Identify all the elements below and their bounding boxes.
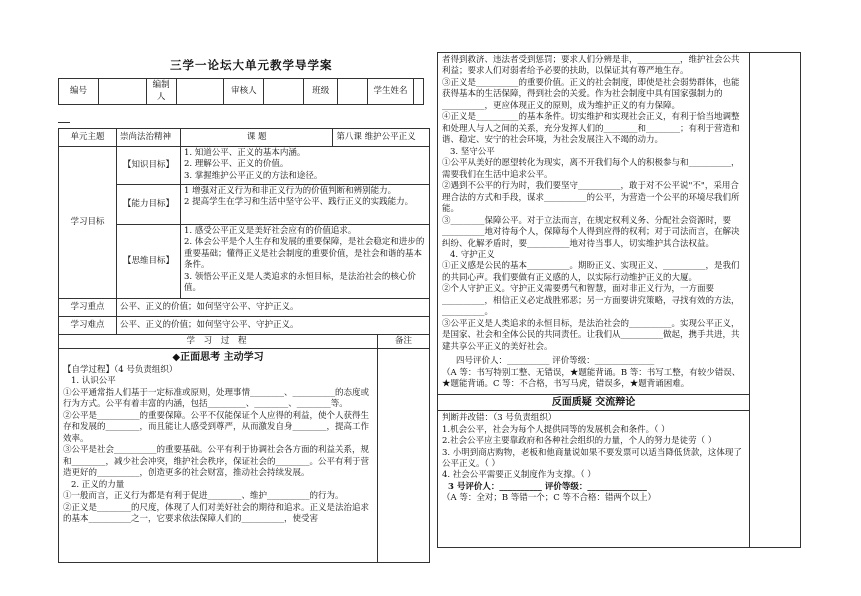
paragraph: ①正义感是公民的基本__________。期盼正义、实现正义、__________，是我们的共同心声。我们要做有正义感的人，以实际行动维护正义的大厦。 [442,261,740,283]
question-item[interactable]: 1.机会公平，社会为每个人提供同等的发展机会和条件。（ ） [442,424,670,435]
notes-label: 备注 [378,335,430,349]
right-notes-column[interactable] [749,52,801,548]
topic-heading: 2. 正义的力量 [71,479,125,490]
unit-value: 崇尚法治精神 [117,129,181,147]
paragraph: ②正义是________的尺度，体现了人们对美好社会的期待和追求。正义是法治追求的基本__________之一，它要求依法保障人们的__________，使受害 [63,502,370,525]
key-points-label: 学习重点 [59,299,117,317]
section-heading: ◆正面思考 主动学习 [172,352,264,364]
right-content-panel [437,52,749,548]
list-item: 1 增强对正义行为和非正义行为的价值判断和辨别能力。 [184,186,397,196]
number-field[interactable] [98,79,146,105]
self-study-section [59,349,378,563]
author-label: 编制人 [146,79,176,105]
author-field[interactable] [176,79,224,105]
lesson-table [58,128,430,563]
paragraph: ③公平是社会__________的重要基础。公平有利于协调社会各方面的利益关系，规和________，减少社会冲突，维护社会秩序，保证社会的________。公平有利于营造更好的__________，创造更多的社会财富，推动社会持续发展。 [63,445,370,479]
section-divider [438,394,749,412]
list-item: 2. 理解公平、正义的价值。 [184,159,289,170]
paragraph: ③正义是__________的重要价值。正义的社会制度，即使是社会弱势群体，也能获得基本的生活保障，得到社会的关爱。作为社会制度中具有国家强制力的__________，更应体现正义的原则，成为维护正义的有力保障。 [442,77,740,111]
list-item: 1. 感受公平正义是美好社会应有的价值追求。 [184,226,357,236]
question-item[interactable]: 4. 社会公平需要正义制度作为支撑。（ ） [442,470,596,481]
class-field[interactable] [338,79,368,105]
unit-label: 单元主题 [59,129,117,147]
topic-heading: 1. 认识公平 [71,376,116,387]
difficult-points-label: 学习难点 [59,317,117,335]
lesson-label: 课 题 [181,129,333,147]
evaluator-line: 四号评价人：__________ 评价等级：______________ [456,356,655,367]
student-label: 学生姓名 [368,79,414,105]
list-item: 1. 知道公平、正义的基本内涵。 [184,148,306,158]
paragraph: ③公平正义是人类追求的永恒目标，是法治社会的__________。实现公平正义，是国家、社会和全体公民的共同责任。让我们从__________做起，携手共进，共建共享公平正义的美好社会。 [442,318,740,352]
divider [58,122,70,123]
class-label: 班级 [304,79,338,105]
key-points-value: 公平、正义的价值；如何坚守公平、守护正义。 [117,299,430,317]
lesson-value: 第八课 维护公平正义 [333,129,430,147]
section-heading: 反面质疑 交流辩论 [551,396,636,408]
ability-goal-list [181,185,430,225]
paragraph: ①公平从美好的愿望转化为现实，离不开我们每个人的积极参与和__________，需要我们在生活中追求公平。 [442,158,740,180]
list-item: 2. 体会公平是个人生存和发展的重要保障，是社会稳定和进步的重要基础；懂得正义是社会制度的重要价值，是社会和谐的基本条件。 [184,237,425,271]
paragraph: ①一般而言，正义行为都是有利于促进________、维护__________的行为。 [63,491,344,502]
difficult-points-value: 公平、正义的价值；如何坚守公平、守护正义。 [117,317,430,335]
question-item[interactable]: 3. 小明到商店购物，老板和他商量说如果不要发票可以适当降低货款，这体现了公平正义。（ ） [442,447,742,469]
page-title: 三学一论坛大单元教学导学案 [170,58,333,72]
evaluator-line: 3 号评价人：__________ 评价等级：______________ [448,481,647,492]
list-item: 2 提高学生在学习和生活中坚守公平、践行正义的实践能力。 [184,197,414,208]
list-item: 3. 领悟公平正义是人类追求的永恒目标，是法治社会的核心价值。 [184,271,416,294]
topic-heading: 3. 坚守公平 [450,146,495,157]
list-item: 3. 掌握维护公平正义的方法和途径。 [184,170,323,181]
topic-heading: 4. 守护正义 [450,249,495,260]
paragraph: ②遇到不公平的行为时，我们要坚守__________，敢于对不公平说"不"，采用合理合法的方式和手段，谋求__________的公平，为营造一个公平的环境尽我们所能。 [442,181,740,215]
section-subtitle: 【自学过程】（4 号负责组织） [63,364,178,375]
thinking-goal-list [181,225,430,299]
knowledge-goal-label: 【知识目标】 [117,147,181,185]
question-item[interactable]: 2.社会公平应主要靠政府和各种社会组织的力量，个人的努力是徒劳（ ） [442,436,717,447]
reviewer-field[interactable] [264,79,304,105]
ability-goal-label: 【能力目标】 [117,185,181,225]
knowledge-goal-list [181,147,430,185]
paragraph: ③________保障公平。对于立法而言，在规定权利义务、分配社会资源时，要__________地对待每个人，保障每个人得到应得的权利；对于司法而言，在解决纠纷、化解矛盾时，要__________地对待当事人，切实维护其合法权益。 [442,215,740,249]
reviewer-label: 审核人 [224,79,264,105]
paragraph: ②个人守护正义。守护正义需要勇气和智慧，面对非正义行为，一方面要__________，相信正义必定战胜邪恶；另一方面要讲究策略，寻找有效的方法，__________。 [442,284,740,318]
paragraph: 判断并改错：（3 号负责组织） [442,413,557,424]
grading-note: （A 等：全对；B 等错一个；C 等不合格：错两个以上） [442,493,656,504]
paragraph: ④正义是__________的基本条件。切实维护和实现社会正义，有利于恰当地调整和处理人与人之间的关系，充分发挥人们的________和________；有利于营造和谐、稳定、安宁的社会环境，为社会发展注入不竭的动力。 [442,112,740,146]
paragraph: ②公平是__________的重要保障。公平不仅能保证个人应得的利益，使个人获得生存和发展的________，而且能让人感受到尊严，从而激发自身________，提高工作效率。 [63,410,370,444]
grading-note: （A 等：书写特别工整、无错误，★题能背诵。B 等：书写工整，有较少错误、★题能背诵。C 等：不合格，书写马虎，错误多，★题背诵困难。 [442,367,741,390]
student-field[interactable] [413,79,423,105]
process-label: 学 习 过 程 [59,335,378,349]
paragraph: ①公平通常指人们基于一定标准或原则，处理事情________、__________的态度或行为方式。公平有着丰富的内涵，包括_________、________、________等。 [63,387,370,410]
notes-column[interactable] [378,349,430,563]
thinking-goal-label: 【思维目标】 [117,225,181,299]
paragraph: 者得到救济、违法者受到惩罚；要求人们分辨是非，__________，维护社会公共利益；要求人们对弱者给予必要的扶助，以保证其有尊严地生存。 [442,55,740,77]
number-label: 编号 [59,79,99,105]
goals-label: 学习目标 [59,147,117,299]
info-header-table [58,78,424,105]
